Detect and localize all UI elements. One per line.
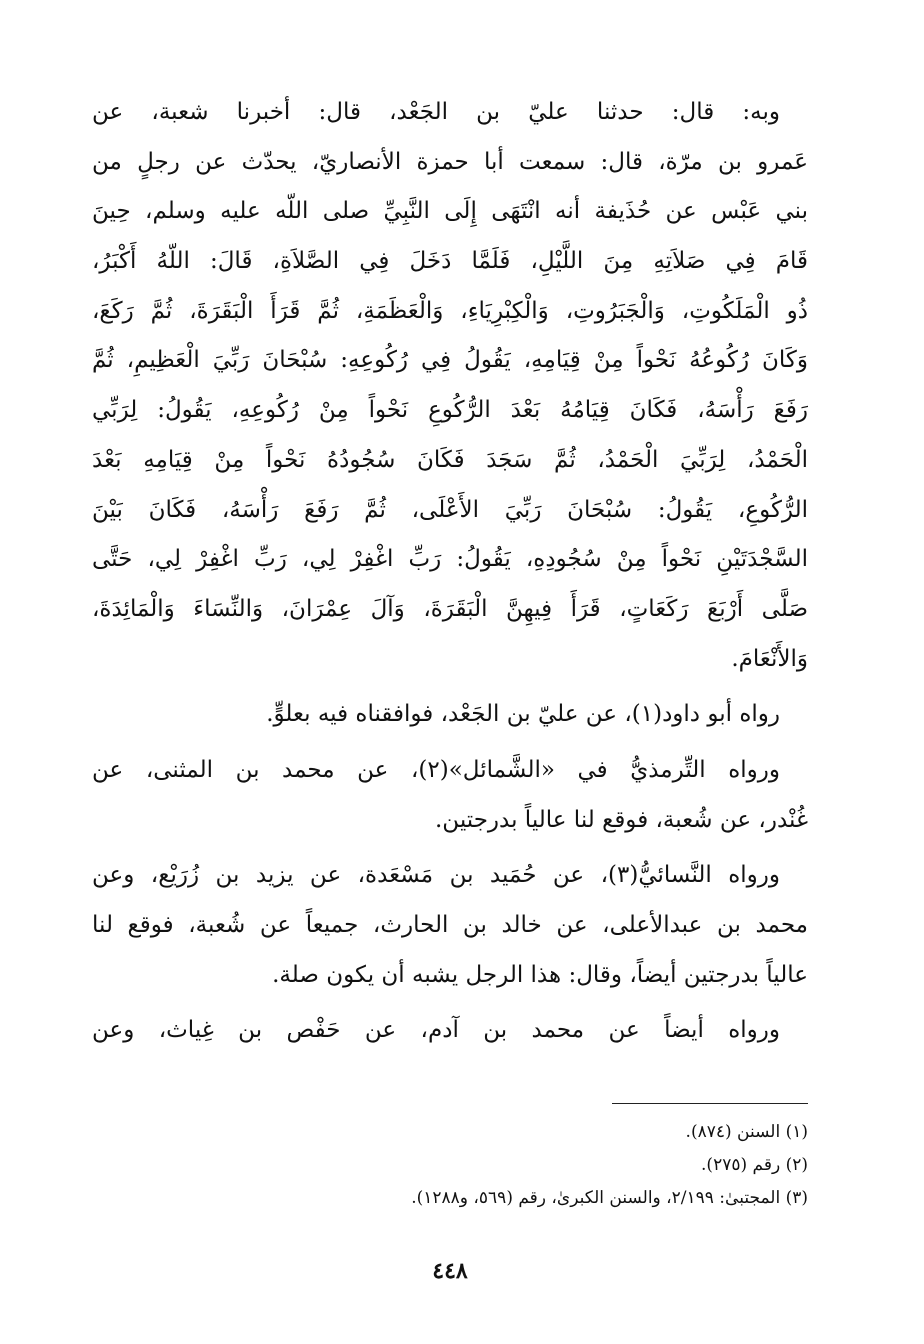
paragraph-nasai <box>92 851 808 1000</box>
text-line: الرُّكُوعِ، يَقُولُ: سُبْحَانَ رَبِّيَ الأَعْلَى، ثُمَّ رَفَعَ رَأْسَهُ، فَكَانَ بَيْنَ <box>92 496 808 523</box>
text-line: ورواه أيضاً عن محمد بن آدم، عن حَفْص بن غِياث، وعن <box>92 1017 780 1044</box>
page-number: ٤٤٨ <box>432 1258 468 1284</box>
text-line: وبه: قال: حدثنا عليّ بن الجَعْد، قال: أخبرنا شعبة، عن <box>92 99 780 125</box>
footnotes <box>92 1116 808 1215</box>
paragraph-abu-dawud <box>92 690 808 740</box>
text-line: صَلَّى أَرْبَعَ رَكَعَاتٍ، قَرَأَ فِيهِنَّ الْبَقَرَةَ، وَآلَ عِمْرَانَ، وَالنِّسَاءَ وَالْمَائِدَةَ، <box>92 595 808 622</box>
text-line: وَكَانَ رُكُوعُهُ نَحْواً مِنْ قِيَامِهِ، يَقُولُ فِي رُكُوعِهِ: سُبْحَانَ رَبِّيَ الْعَظِيمِ، ثُمَّ <box>92 347 808 374</box>
text-line: الْحَمْدُ، لِرَبِّيَ الْحَمْدُ، ثُمَّ سَجَدَ فَكَانَ سُجُودُهُ نَحْواً مِنْ قِيَامِهِ بَعْدَ <box>92 446 808 473</box>
footnote-separator <box>612 1103 808 1104</box>
main-text <box>92 88 808 1056</box>
footnote-1: (١) السنن (٨٧٤). <box>685 1122 808 1142</box>
footnote-2: (٢) رقم (٢٧٥). <box>701 1155 808 1175</box>
footnote-3: (٣) المجتبىٰ: ٢/١٩٩، والسنن الكبرىٰ، رقم (٥٦٩، و١٢٨٨). <box>411 1188 808 1208</box>
text-line: قَامَ فِي صَلاَتِهِ مِنَ اللَّيْلِ، فَلَمَّا دَخَلَ فِي الصَّلاَةِ، قَالَ: اللّهُ أَكْبَرُ، <box>92 248 808 275</box>
book-page <box>92 88 808 1318</box>
text-line: غُنْدر، عن شُعبة، فوقع لنا عالياً بدرجتين. <box>435 806 808 833</box>
text-line: ورواه النَّسائيُّ(٣)، عن حُمَيد بن مَسْعَدة، عن يزيد بن زُرَيْع، وعن <box>92 862 781 889</box>
text-line: عَمرو بن مرّة، قال: سمعت أبا حمزة الأنصاريّ، يحدّث عن رجلٍ من <box>92 148 808 175</box>
paragraph-nasai-continued <box>92 1006 808 1056</box>
text-line: ذُو الْمَلَكُوتِ، وَالْجَبَرُوتِ، وَالْكِبْرِيَاءِ، وَالْعَظَمَةِ، ثُمَّ قَرَأَ الْبَقَرَةَ، ثُمَّ رَكَعَ، <box>92 297 808 324</box>
text-line: رَفَعَ رَأْسَهُ، فَكَانَ قِيَامُهُ بَعْدَ الرُّكُوعِ نَحْواً مِنْ رُكُوعِهِ، يَقُولُ: لِرَبِّي <box>92 397 808 424</box>
text-line: رواه أبو داود(١)، عن عليّ بن الجَعْد، فوافقناه فيه بعلوٍّ. <box>266 701 780 728</box>
text-line: السَّجْدَتَيْنِ نَحْواً مِنْ سُجُودِهِ، يَقُولُ: رَبِّ اغْفِرْ لِي، رَبِّ اغْفِرْ لِي، حَتَّى <box>92 546 808 573</box>
text-line: وَالأَنْعَامَ. <box>731 645 808 672</box>
text-line: بني عَبْس عن حُذَيفة أنه انْتَهَى إِلَى النَّبِيِّ صلى اللّه عليه وسلم، حِينَ <box>92 198 808 225</box>
paragraph-tirmidhi <box>92 746 808 845</box>
paragraph-hadith <box>92 88 808 684</box>
text-line: ورواه التِّرمذيُّ في «الشَّمائل»(٢)، عن محمد بن المثنى، عن <box>92 756 780 783</box>
text-line: عالياً بدرجتين أيضاً، وقال: هذا الرجل يشبه أن يكون صلة. <box>272 961 808 988</box>
text-line: محمد بن عبدالأعلى، عن خالد بن الحارث، جميعاً عن شُعبة، فوقع لنا <box>92 912 808 938</box>
